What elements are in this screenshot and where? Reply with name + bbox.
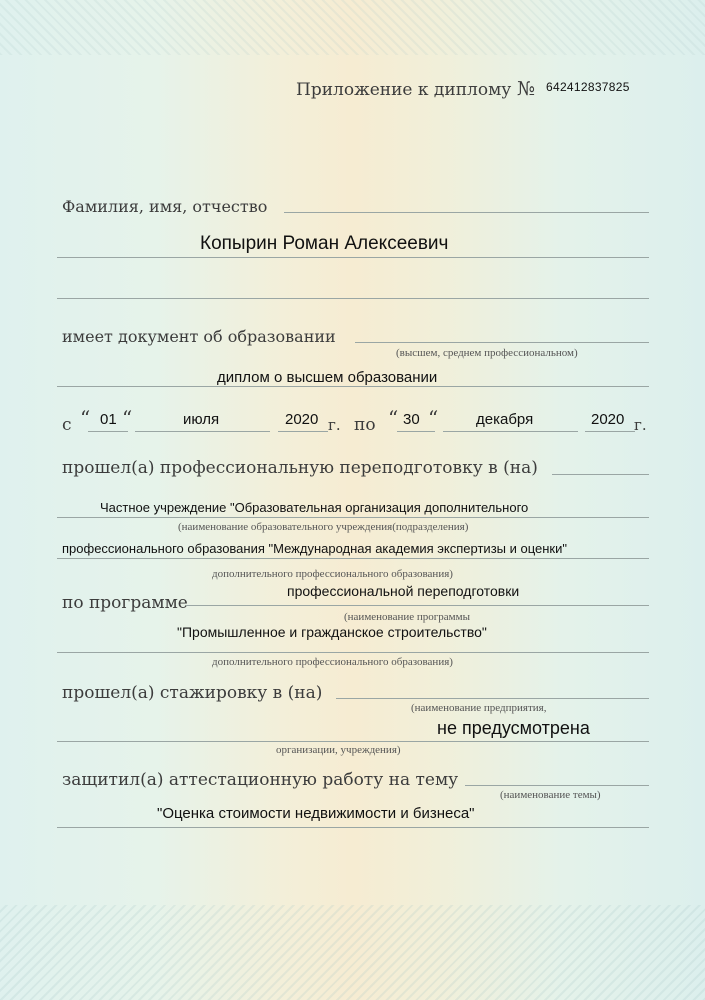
retraining-org-line2: профессионального образования "Международная академия экспертизы и оценки" [62, 541, 567, 556]
internship-line-2 [57, 741, 649, 742]
fio-line-2 [57, 257, 649, 258]
program-line-2 [57, 652, 649, 653]
date-from-year-suffix: г. [328, 416, 341, 434]
thesis-line-1 [465, 785, 649, 786]
date-to-year-line [585, 431, 635, 432]
date-to-day: 30 [403, 411, 420, 428]
fio-line-3 [57, 298, 649, 299]
program-label: по программе [62, 593, 188, 613]
retraining-line-1 [552, 474, 649, 475]
retraining-line-2 [57, 517, 649, 518]
date-to-year: 2020 [591, 411, 625, 428]
retraining-label: прошел(а) профессиональную переподготовку в (на) [62, 458, 538, 478]
retraining-hint2: дополнительного профессионального образования) [212, 568, 453, 580]
program-hint2: дополнительного профессионального образования) [212, 656, 453, 668]
thesis-label: защитил(а) аттестационную работу на тему [62, 770, 459, 790]
education-label: имеет документ об образовании [62, 327, 336, 346]
thesis-hint: (наименование темы) [500, 789, 601, 801]
date-from-month-line [135, 431, 270, 432]
date-to-close-quote: “ [428, 406, 439, 430]
document-title: Приложение к диплому [296, 80, 512, 100]
fio-value: Копырин Роман Алексеевич [200, 233, 449, 254]
retraining-org-line1: Частное учреждение "Образовательная организация дополнительного [100, 500, 529, 515]
decorative-border-top [0, 0, 705, 55]
education-line-2 [57, 386, 649, 387]
date-from-day: 01 [100, 411, 117, 428]
date-from-close-quote: “ [122, 406, 133, 430]
program-value2: "Промышленное и гражданское строительство" [177, 624, 487, 640]
date-to-year-suffix: г. [634, 416, 647, 434]
date-from-day-line [88, 431, 128, 432]
fio-line-1 [284, 212, 649, 213]
internship-hint1: (наименование предприятия, [411, 702, 547, 714]
thesis-line-2 [57, 827, 649, 828]
program-hint1: (наименование программы [344, 611, 470, 623]
thesis-value: "Оценка стоимости недвижимости и бизнеса" [157, 805, 475, 822]
internship-label: прошел(а) стажировку в (на) [62, 683, 323, 703]
retraining-line-3 [57, 558, 649, 559]
date-to-month: декабря [476, 411, 534, 428]
date-to-prefix: по [354, 415, 376, 435]
internship-hint2: организации, учреждения) [276, 744, 401, 756]
internship-value: не предусмотрена [437, 718, 590, 738]
date-from-month: июля [183, 411, 220, 428]
education-value: диплом о высшем образовании [217, 369, 438, 386]
education-line-1 [355, 342, 649, 343]
education-hint: (высшем, среднем профессиональном) [396, 347, 578, 359]
decorative-border-bottom [0, 905, 705, 1000]
program-value1: профессиональной переподготовки [287, 583, 520, 599]
date-to-open-quote: “ [388, 406, 399, 430]
date-from-open-quote: “ [80, 406, 91, 430]
retraining-hint1: (наименование образовательного учреждения(подразделения) [178, 521, 469, 533]
internship-line-1 [336, 698, 649, 699]
diploma-number: 642412837825 [546, 80, 630, 94]
number-sign: № [517, 78, 535, 100]
date-to-day-line [397, 431, 435, 432]
date-from-prefix: с [62, 415, 72, 435]
program-line-1 [186, 605, 649, 606]
date-from-year-line [278, 431, 328, 432]
date-to-month-line [443, 431, 578, 432]
fio-label: Фамилия, имя, отчество [62, 197, 268, 216]
date-from-year: 2020 [285, 411, 319, 428]
